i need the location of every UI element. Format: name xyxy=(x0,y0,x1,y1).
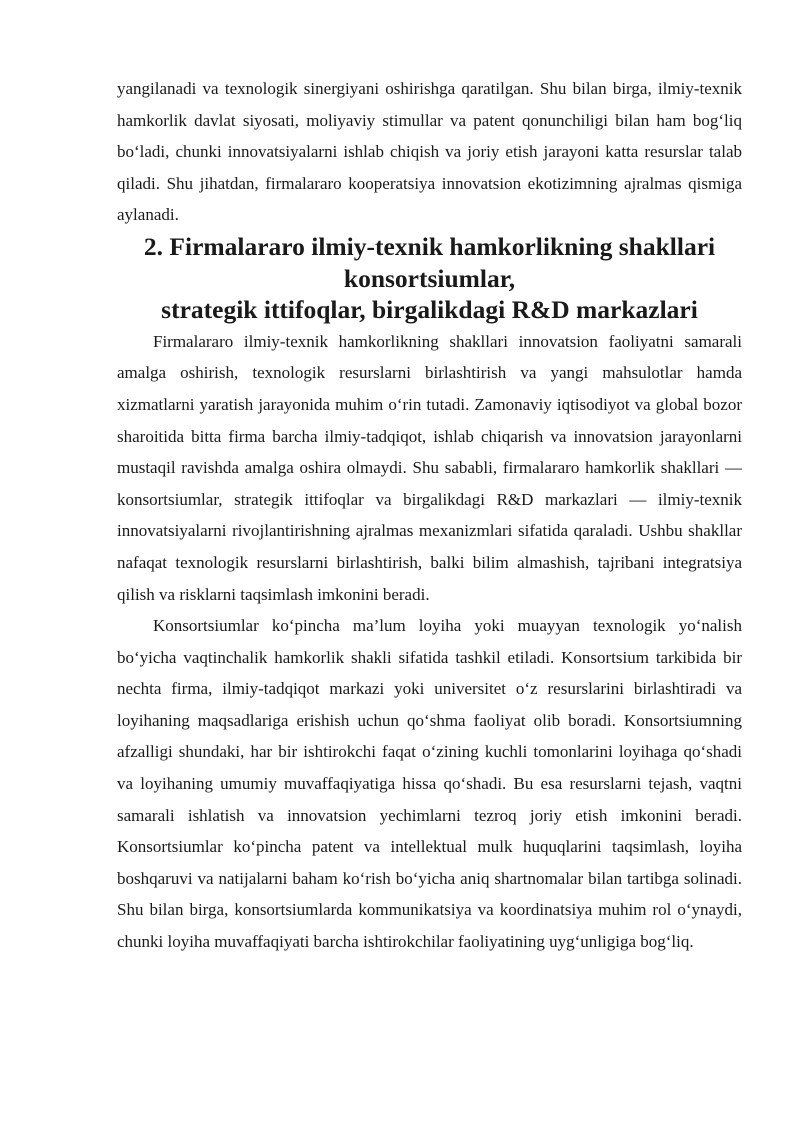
section-heading-line-2: strategik ittifoqlar, birgalikdagi R&D markazlari xyxy=(161,295,698,325)
section-heading-line-1: 2. Firmalararo ilmiy-texnik hamkorlikning shakllari konsortsiumlar, xyxy=(143,231,716,293)
intro-paragraph: yangilanadi va texnologik sinergiyani oshirishga qaratilgan. Shu bilan birga, ilmiy-texnik hamkorlik davlat siyosati, moliyaviy stimullar va patent qonunchiligi bilan ham bog‘liq bo‘ladi, chunki innovatsiyalarni ishlab chiqish va joriy etish jarayoni katta resurslar talab qiladi. Shu jihatdan, firmalararo kooperatsiya innovatsion ekotizimning ajralmas qismiga aylanadi. xyxy=(117,79,742,225)
body-paragraph-2: Konsortsiumlar ko‘pincha ma’lum loyiha yoki muayyan texnologik yo‘nalish bo‘yicha vaqtinchalik hamkorlik shakli sifatida tashkil etiladi. Konsortsium tarkibida bir nechta firma, ilmiy-tadqiqot markazi yoki universitet o‘z resurslarini birlashtiradi va loyihaning maqsadlariga erishish uchun qo‘shma faoliyat olib boradi. Konsortsiumning afzalligi shundaki, har bir ishtirokchi faqat o‘zining kuchli tomonlarini loyihaga qo‘shadi va loyihaning umumiy muvaffaqiyatiga hissa qo‘shadi. Bu esa resurslarni tejash, vaqtni samarali ishlatish va innovatsion yechimlarni tezroq joriy etish imkonini beradi. Konsortsiumlar ko‘pincha patent va intellektual mulk huquqlarini taqsimlash, loyiha boshqaruvi va natijalarni baham ko‘rish bo‘yicha aniq shartnomalar bilan tartibga solinadi. Shu bilan birga, konsortsiumlarda kommunikatsiya va koordinatsiya muhim rol o‘ynaydi, chunki loyiha muvaffaqiyati barcha ishtirokchilar faoliyatining uyg‘unligiga bog‘liq. xyxy=(117,616,742,952)
body-paragraph-1: Firmalararo ilmiy-texnik hamkorlikning shakllari innovatsion faoliyatni samarali amalga oshirish, texnologik resurslarni birlashtirish va yangi mahsulotlar hamda xizmatlarni yaratish jarayonida muhim o‘rin tutadi. Zamonaviy iqtisodiyot va global bozor sharoitida bitta firma barcha ilmiy-tadqiqot, ishlab chiqarish va innovatsion jarayonlarni mustaqil ravishda amalga oshira olmaydi. Shu sababli, firmalararo hamkorlik shakllari — konsortsiumlar, strategik ittifoqlar va birgalikdagi R&D markazlari — ilmiy-texnik innovatsiyalarni rivojlantirishning ajralmas mexanizmlari sifatida qaraladi. Ushbu shakllar nafaqat texnologik resurslarni birlashtirish, balki bilim almashish, tajribani integratsiya qilish va risklarni taqsimlash imkonini beradi. xyxy=(117,331,742,604)
document-page xyxy=(117,73,742,958)
section-heading xyxy=(117,231,742,326)
